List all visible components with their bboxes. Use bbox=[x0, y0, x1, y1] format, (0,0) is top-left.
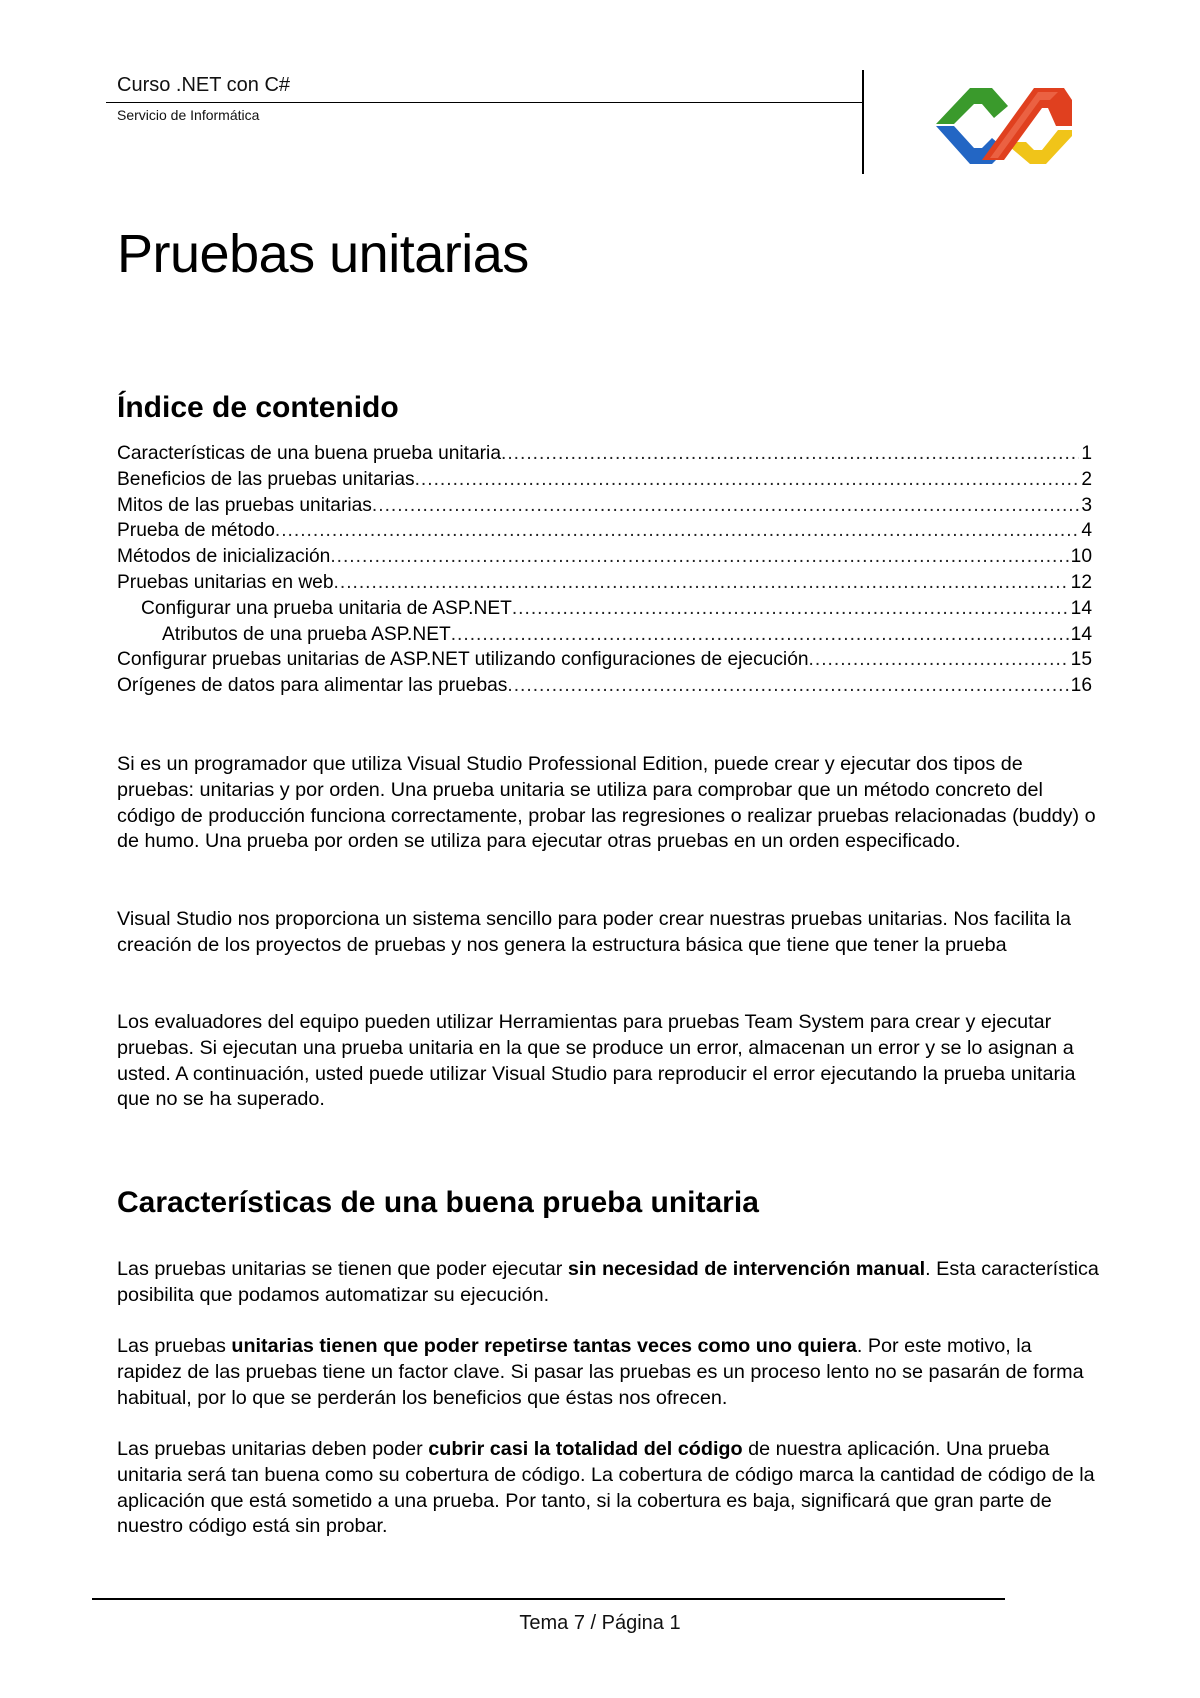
toc-item-label: Mitos de las pruebas unitarias bbox=[117, 494, 372, 516]
toc-item[interactable] bbox=[117, 570, 1092, 596]
toc-item-page: 14 bbox=[1070, 597, 1092, 619]
toc-item-label: Beneficios de las pruebas unitarias bbox=[117, 468, 415, 490]
toc-item[interactable] bbox=[117, 467, 1092, 493]
toc-leader bbox=[334, 570, 1069, 596]
toc-leader bbox=[512, 596, 1069, 622]
toc-leader bbox=[372, 493, 1079, 519]
intro-paragraph: Visual Studio nos proporciona un sistema sencillo para poder crear nuestras pruebas unitarias. Nos facilita la creación de los proyectos de pruebas y nos genera la estructura básica que tiene que tener la prueba bbox=[117, 908, 1072, 956]
toc-item[interactable] bbox=[117, 622, 1092, 648]
paragraph-emphasis: cubrir casi la totalidad del código bbox=[428, 1438, 743, 1460]
toc-item-label: Atributos de una prueba ASP.NET bbox=[162, 623, 451, 645]
section-paragraph bbox=[117, 1334, 1102, 1411]
toc-leader bbox=[809, 647, 1069, 673]
toc-item-label: Configurar una prueba unitaria de ASP.NET bbox=[141, 597, 512, 619]
toc-leader bbox=[415, 467, 1080, 493]
toc-item-label: Características de una buena prueba unitaria bbox=[117, 443, 501, 464]
document-title: Pruebas unitarias bbox=[117, 224, 529, 284]
toc-item-label: Configurar pruebas unitarias de ASP.NET utilizando configuraciones de ejecución bbox=[117, 649, 809, 671]
toc-item-page: 10 bbox=[1070, 546, 1092, 568]
course-title: Curso .NET con C# bbox=[117, 74, 291, 96]
toc-item-page: 3 bbox=[1081, 494, 1092, 516]
paragraph-text: . Esta característica posibilita que podamos automatizar su ejecución. bbox=[117, 1258, 1099, 1306]
table-of-contents bbox=[117, 441, 1092, 699]
header-vertical-rule bbox=[862, 70, 864, 174]
toc-item[interactable] bbox=[117, 441, 1092, 467]
paragraph-emphasis: unitarias tienen que poder repetirse tantas veces como uno quiera bbox=[231, 1335, 857, 1357]
toc-leader bbox=[330, 544, 1068, 570]
toc-item[interactable] bbox=[117, 673, 1092, 699]
toc-item-label: Prueba de método bbox=[117, 520, 275, 542]
section-paragraph bbox=[117, 1257, 1102, 1309]
toc-item-label: Orígenes de datos para alimentar las pruebas bbox=[117, 675, 508, 697]
section-heading: Características de una buena prueba unitaria bbox=[117, 1186, 759, 1219]
toc-item-page: 15 bbox=[1070, 649, 1092, 671]
toc-item[interactable] bbox=[117, 518, 1092, 544]
toc-item-label: Métodos de inicialización bbox=[117, 546, 331, 568]
toc-leader bbox=[275, 518, 1079, 544]
toc-item-page: 12 bbox=[1070, 571, 1092, 593]
paragraph-text: de nuestra aplicación. Una prueba unitaria será tan buena como su cobertura de código. La cobertura de código marca la cantidad de código de la aplicación que está sometido a una prueba. Por tanto, si la cobertura es baja, significará que gran parte de nuestro código está sin probar. bbox=[117, 1438, 1095, 1538]
service-name: Servicio de Informática bbox=[117, 107, 260, 123]
toc-item[interactable] bbox=[117, 596, 1092, 622]
paragraph-text: Las pruebas bbox=[117, 1335, 232, 1357]
toc-leader bbox=[507, 673, 1068, 699]
toc-item-page: 1 bbox=[1081, 443, 1092, 464]
toc-heading: Índice de contenido bbox=[117, 391, 399, 424]
toc-leader bbox=[451, 622, 1069, 648]
page-footer: Tema 7 / Página 1 bbox=[519, 1612, 681, 1634]
toc-leader bbox=[501, 441, 1079, 467]
page-header bbox=[0, 0, 1200, 180]
intro-paragraph: Si es un programador que utiliza Visual Studio Professional Edition, puede crear y ejecutar dos tipos de pruebas: unitarias y por orden. Una prueba unitaria se utiliza para comprobar que un método concreto del código de producción funciona correctamente, probar las regresiones o realizar pruebas relacionadas (buddy) o de humo. Una prueba por orden se utiliza para ejecutar otras pruebas en un orden especificado. bbox=[117, 753, 1096, 853]
toc-item[interactable] bbox=[117, 647, 1092, 673]
paragraph-text: Las pruebas unitarias se tienen que poder ejecutar bbox=[117, 1258, 568, 1280]
toc-item-page: 16 bbox=[1070, 675, 1092, 697]
toc-item-label: Pruebas unitarias en web bbox=[117, 571, 334, 593]
toc-item[interactable] bbox=[117, 493, 1092, 519]
visual-studio-logo-icon bbox=[930, 78, 1078, 172]
logo-green-segment bbox=[936, 88, 1008, 124]
section-paragraph bbox=[117, 1437, 1102, 1540]
footer-rule bbox=[92, 1598, 1005, 1600]
paragraph-text: Las pruebas unitarias deben poder bbox=[117, 1438, 429, 1460]
header-rule bbox=[106, 102, 864, 103]
toc-item-page: 4 bbox=[1081, 520, 1092, 542]
toc-item-page: 2 bbox=[1081, 468, 1092, 490]
intro-paragraph: Los evaluadores del equipo pueden utilizar Herramientas para pruebas Team System para crear y ejecutar pruebas. Si ejecutan una prueba unitaria en la que se produce un error, almacenan un error y se lo asignan a usted. A continuación, usted puede utilizar Visual Studio para reproducir el error ejecutando la prueba unitaria que no se ha superado. bbox=[117, 1011, 1076, 1111]
toc-item-page: 14 bbox=[1070, 623, 1092, 645]
paragraph-text: . Por este motivo, la rapidez de las pruebas tiene un factor clave. Si pasar las pruebas es un proceso lento no se pasarán de forma habitual, por lo que se perderán los beneficios que éstas nos ofrecen. bbox=[117, 1335, 1084, 1409]
paragraph-emphasis: sin necesidad de intervención manual bbox=[567, 1258, 926, 1280]
toc-item[interactable] bbox=[117, 544, 1092, 570]
